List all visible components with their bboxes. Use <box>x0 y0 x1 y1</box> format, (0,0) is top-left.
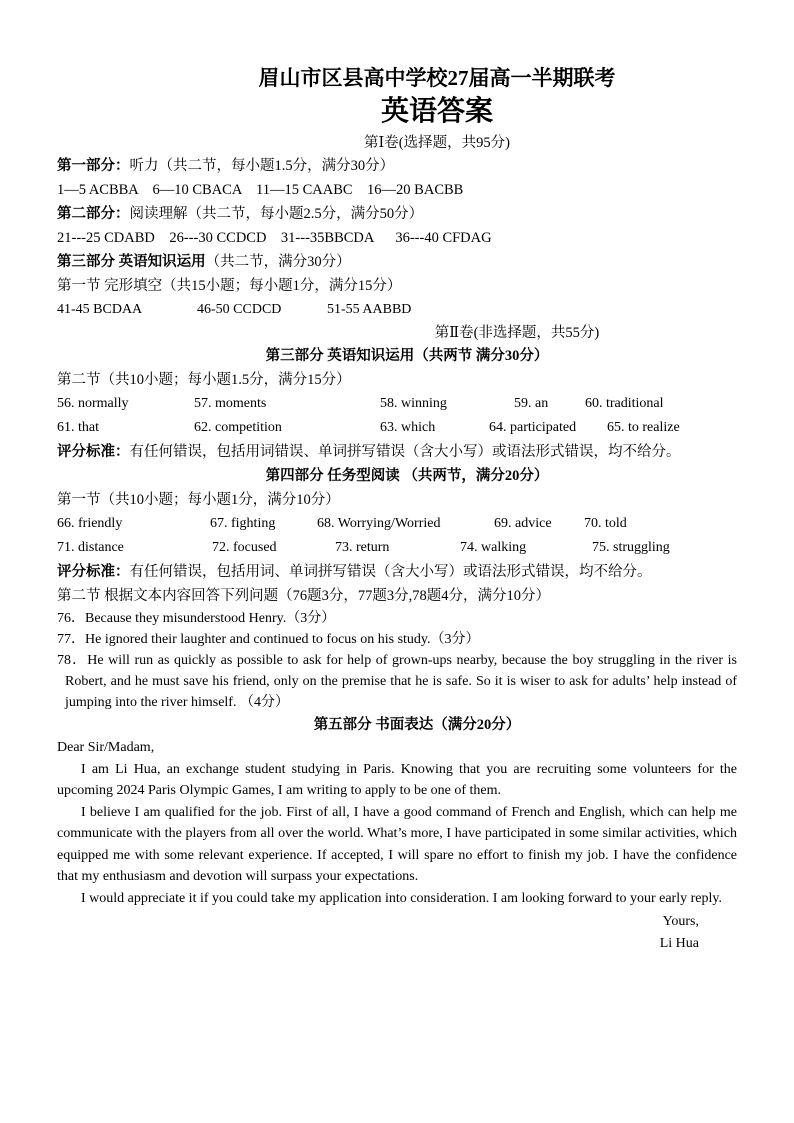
answer-cell: 51-55 AABBD <box>327 302 412 317</box>
part3b-criteria <box>57 440 737 464</box>
criteria-text: 有任何错误，包括用词错误、单词拼写错误（含大小写）或语法形式错误，均不给分。 <box>129 444 681 460</box>
part3-sec1-heading: 第一节 完形填空（共15小题；每小题1分，满分15分） <box>57 278 402 294</box>
criteria-text: 有任何错误，包括用词、单词拼写错误（含大小写）或语法形式错误，均不给分。 <box>129 564 652 580</box>
part1-heading <box>57 154 737 178</box>
answer-cell: 64. participated <box>489 420 577 435</box>
answer-cell: 41-45 BCDAA <box>57 302 143 317</box>
part1-desc: 听力（共二节，每小题1.5分，满分30分） <box>129 158 395 174</box>
answer-cell: 66. friendly <box>57 516 123 531</box>
letter-closing: Yours, <box>662 914 699 929</box>
answer-cell: 56. normally <box>57 396 129 411</box>
part5-title: 第五部分 书面表达（满分20分） <box>313 717 521 733</box>
answer-cell: 61. that <box>57 420 99 435</box>
answer-cell: 67. fighting <box>210 516 276 531</box>
volume-1-heading: 第Ⅰ卷(选择题，共95分) <box>364 135 510 151</box>
letter-signature-name: Li Hua <box>659 936 699 951</box>
part3-desc: （共二节，满分30分） <box>205 254 351 270</box>
part4-sec1-heading: 第一节（共10小题；每小题1分，满分10分） <box>57 492 340 508</box>
part4-title: 第四部分 任务型阅读 （共两节，满分20分） <box>265 468 549 484</box>
part3b-title: 第三部分 英语知识运用（共两节 满分30分） <box>265 348 549 364</box>
answer-cell: 65. to realize <box>607 420 680 435</box>
criteria-label: 评分标准： <box>57 564 130 580</box>
answer-cell: 62. competition <box>194 420 282 435</box>
answer-76: 76．Because they misunderstood Henry.（3分） <box>57 611 336 626</box>
answer-cell: 72. focused <box>212 540 277 555</box>
answer-cell: 73. return <box>335 540 390 555</box>
letter-paragraph-2: I believe I am qualified for the job. First of all, I have a good command of French and English, which can help me communicate with the players from all over the world. What’s more, I have participated in some similar activities, which equipped me with some relevant experience. If accepted, I will spare no effort to finish my job. I have the confidence that my enthusiasm and devotion will surpass your expectations. <box>57 804 737 884</box>
answer-cell: 59. an <box>514 396 549 411</box>
part1-label: 第一部分： <box>57 158 130 174</box>
part2-heading <box>57 202 737 226</box>
part3b-sec2-heading: 第二节（共10小题；每小题1.5分，满分15分） <box>57 372 351 388</box>
school-exam-title: 眉山市区县高中学校27届高一半期联考 <box>258 66 616 90</box>
answer-cell: 69. advice <box>494 516 552 531</box>
answer-cell: 63. which <box>380 420 436 435</box>
answer-cell: 74. walking <box>460 540 527 555</box>
answer-cell: 60. traditional <box>585 396 664 411</box>
part2-label: 第二部分： <box>57 206 130 222</box>
part3-heading <box>57 250 737 274</box>
part3-label: 第三部分 英语知识运用 <box>57 254 206 270</box>
letter-paragraph-1: I am Li Hua, an exchange student studying in Paris. Knowing that you are recruiting some volunteers for the upcoming 2024 Paris Olympic Games, I am writing to apply to be one of them. <box>57 761 737 798</box>
part4-row1 <box>57 512 737 536</box>
part4-sec2-heading: 第二节 根据文本内容回答下列问题（76题3分，77题3分,78题4分，满分10分） <box>57 588 550 604</box>
part1-answers: 1—5 ACBBA 6—10 CBACA 11—15 CAABC 16—20 BACBB <box>57 182 464 198</box>
part2-desc: 阅读理解（共二节，每小题2.5分，满分50分） <box>129 206 424 222</box>
part2-answers: 21---25 CDABD 26---30 CCDCD 31---35BBCDA 36---40 CFDAG <box>57 230 492 246</box>
answer-cell: 71. distance <box>57 540 124 555</box>
part4-row2 <box>57 536 737 560</box>
letter-paragraph-3: I would appreciate it if you could take my application into consideration. I am looking forward to your early reply. <box>81 890 722 906</box>
answer-sheet <box>57 64 737 955</box>
answer-77: 77．He ignored their laughter and continued to focus on his study.（3分） <box>57 632 480 647</box>
answer-cell: 58. winning <box>380 396 447 411</box>
volume-2-heading: 第Ⅱ卷(非选择题，共55分) <box>434 325 600 341</box>
part3-answers-row <box>57 298 737 322</box>
answer-cell: 46-50 CCDCD <box>197 302 282 317</box>
part3b-row1 <box>57 392 737 416</box>
subject-title: 英语答案 <box>380 96 493 127</box>
answer-cell: 70. told <box>584 516 627 531</box>
answer-cell: 57. moments <box>194 396 267 411</box>
part3b-row2 <box>57 416 737 440</box>
criteria-label: 评分标准： <box>57 444 130 460</box>
letter-salutation: Dear Sir/Madam, <box>57 740 155 755</box>
answer-78: 78．He will run as quickly as possible to ask for help of grown-ups nearby, because the boy struggling in the river is Robert, and he must save his friend, only on the premise that he is safe. So it is wiser to ask for adults’ help instead of jumping into the river himself. （4分） <box>57 653 737 710</box>
answer-cell: 68. Worrying/Worried <box>317 516 441 531</box>
part4-criteria <box>57 560 737 584</box>
answer-cell: 75. struggling <box>592 540 670 555</box>
